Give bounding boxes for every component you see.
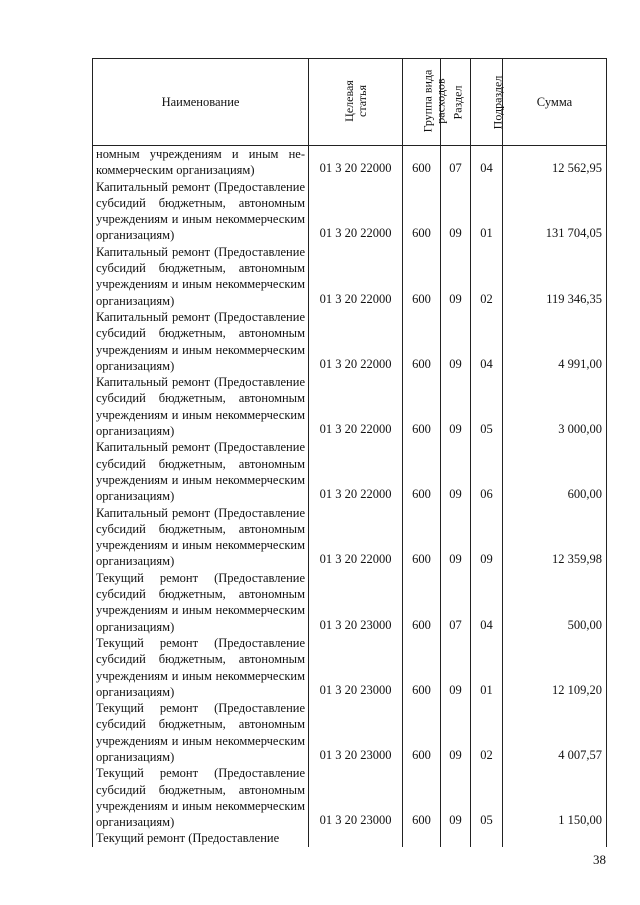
row-expense-group: 600 — [403, 244, 441, 309]
row-name: Капитальный ремонт (Предоставление субсидий бюджетным, автономным учреждениям и иным некоммерческим организациям) — [93, 244, 309, 309]
row-subsection — [471, 830, 503, 846]
table-row — [93, 830, 607, 846]
row-section: 09 — [441, 505, 471, 570]
row-target-article: 01 3 20 22000 — [309, 179, 403, 244]
header-subsection — [471, 59, 503, 146]
row-target-article: 01 3 20 23000 — [309, 700, 403, 765]
header-name — [93, 59, 309, 146]
row-expense-group: 600 — [403, 146, 441, 179]
row-expense-group — [403, 830, 441, 846]
row-name: Капитальный ремонт (Предоставление субсидий бюджетным, автономным учреждениям и иным некоммерческим организациям) — [93, 374, 309, 439]
header-section-label: Раздел — [450, 85, 465, 120]
row-section: 09 — [441, 244, 471, 309]
row-section: 09 — [441, 439, 471, 504]
table-row — [93, 505, 607, 570]
table-row — [93, 635, 607, 700]
table-row — [93, 765, 607, 830]
row-section: 09 — [441, 765, 471, 830]
row-target-article: 01 3 20 22000 — [309, 146, 403, 179]
row-sum: 4 991,00 — [503, 309, 607, 374]
table-row — [93, 244, 607, 309]
row-sum — [503, 830, 607, 846]
row-expense-group: 600 — [403, 700, 441, 765]
header-sum — [503, 59, 607, 146]
row-sum: 500,00 — [503, 570, 607, 635]
row-expense-group: 600 — [403, 309, 441, 374]
row-expense-group: 600 — [403, 570, 441, 635]
row-target-article: 01 3 20 22000 — [309, 374, 403, 439]
row-target-article: 01 3 20 22000 — [309, 439, 403, 504]
header-group — [403, 59, 448, 146]
row-expense-group: 600 — [403, 505, 441, 570]
header-subsection-label: Подраздел — [490, 75, 505, 130]
row-sum: 12 562,95 — [503, 146, 607, 179]
row-sum: 119 346,35 — [503, 244, 607, 309]
row-target-article: 01 3 20 22000 — [309, 309, 403, 374]
header-group-line1: Группа вида — [420, 69, 435, 133]
row-subsection: 02 — [471, 700, 503, 765]
row-name: номным учреждениям и иным не-коммерческим организациям) — [93, 146, 309, 179]
row-section: 07 — [441, 146, 471, 179]
row-sum: 131 704,05 — [503, 179, 607, 244]
row-expense-group: 600 — [403, 179, 441, 244]
header-target-label — [342, 81, 368, 123]
row-subsection: 04 — [471, 570, 503, 635]
row-subsection: 05 — [471, 374, 503, 439]
header-group-line2: расходов — [433, 78, 448, 125]
table-row — [93, 700, 607, 765]
row-section: 09 — [441, 309, 471, 374]
table-body — [93, 146, 607, 847]
table-header — [93, 59, 607, 146]
row-target-article: 01 3 20 23000 — [309, 570, 403, 635]
row-sum: 600,00 — [503, 439, 607, 504]
table-row — [93, 146, 607, 179]
row-sum: 12 359,98 — [503, 505, 607, 570]
row-target-article — [309, 830, 403, 846]
row-name: Текущий ремонт (Предоставление субсидий бюджетным, автономным учреждениям и иным некоммерческим организациям) — [93, 765, 309, 830]
row-name: Капитальный ремонт (Предоставление субсидий бюджетным, автономным учреждениям и иным некоммерческим организациям) — [93, 309, 309, 374]
row-sum: 1 150,00 — [503, 765, 607, 830]
row-sum: 12 109,20 — [503, 635, 607, 700]
row-section: 09 — [441, 700, 471, 765]
row-expense-group: 600 — [403, 635, 441, 700]
row-subsection: 05 — [471, 765, 503, 830]
row-target-article: 01 3 20 22000 — [309, 505, 403, 570]
row-subsection: 01 — [471, 635, 503, 700]
header-group-label — [421, 70, 447, 133]
row-section: 07 — [441, 570, 471, 635]
table-row — [93, 179, 607, 244]
row-section: 09 — [441, 374, 471, 439]
row-name: Капитальный ремонт (Предоставление субсидий бюджетным, автономным учреждениям и иным некоммерческим организациям) — [93, 505, 309, 570]
row-name: Капитальный ремонт (Предоставление субсидий бюджетным, автономным учреждениям и иным некоммерческим организациям) — [93, 179, 309, 244]
row-name: Текущий ремонт (Предоставление субсидий бюджетным, автономным учреждениям и иным некоммерческим организациям) — [93, 570, 309, 635]
row-name: Текущий ремонт (Предоставление субсидий бюджетным, автономным учреждениям и иным некоммерческим организациям) — [93, 635, 309, 700]
row-subsection: 02 — [471, 244, 503, 309]
table-row — [93, 570, 607, 635]
row-section: 09 — [441, 179, 471, 244]
row-name: Текущий ремонт (Предоставление — [93, 830, 309, 846]
row-subsection: 01 — [471, 179, 503, 244]
row-subsection: 04 — [471, 309, 503, 374]
row-section — [441, 830, 471, 846]
table-row — [93, 309, 607, 374]
row-subsection: 04 — [471, 146, 503, 179]
row-target-article: 01 3 20 23000 — [309, 635, 403, 700]
row-expense-group: 600 — [403, 374, 441, 439]
row-sum: 3 000,00 — [503, 374, 607, 439]
row-expense-group: 600 — [403, 439, 441, 504]
page-number: 38 — [593, 852, 606, 867]
row-subsection: 06 — [471, 439, 503, 504]
row-target-article: 01 3 20 22000 — [309, 244, 403, 309]
row-name: Капитальный ремонт (Предоставление субсидий бюджетным, автономным учреждениям и иным некоммерческим организациям) — [93, 439, 309, 504]
budget-table — [92, 58, 607, 847]
row-section: 09 — [441, 635, 471, 700]
row-name: Текущий ремонт (Предоставление субсидий бюджетным, автономным учреждениям и иным некоммерческим организациям) — [93, 700, 309, 765]
header-sum-label: Сумма — [536, 94, 573, 109]
row-expense-group: 600 — [403, 765, 441, 830]
row-target-article: 01 3 20 23000 — [309, 765, 403, 830]
header-target — [309, 59, 403, 146]
row-subsection: 09 — [471, 505, 503, 570]
header-name-label: Наименование — [161, 94, 240, 109]
table-row — [93, 439, 607, 504]
row-sum: 4 007,57 — [503, 700, 607, 765]
table-row — [93, 374, 607, 439]
header-target-text: Целевая статья — [341, 80, 369, 123]
